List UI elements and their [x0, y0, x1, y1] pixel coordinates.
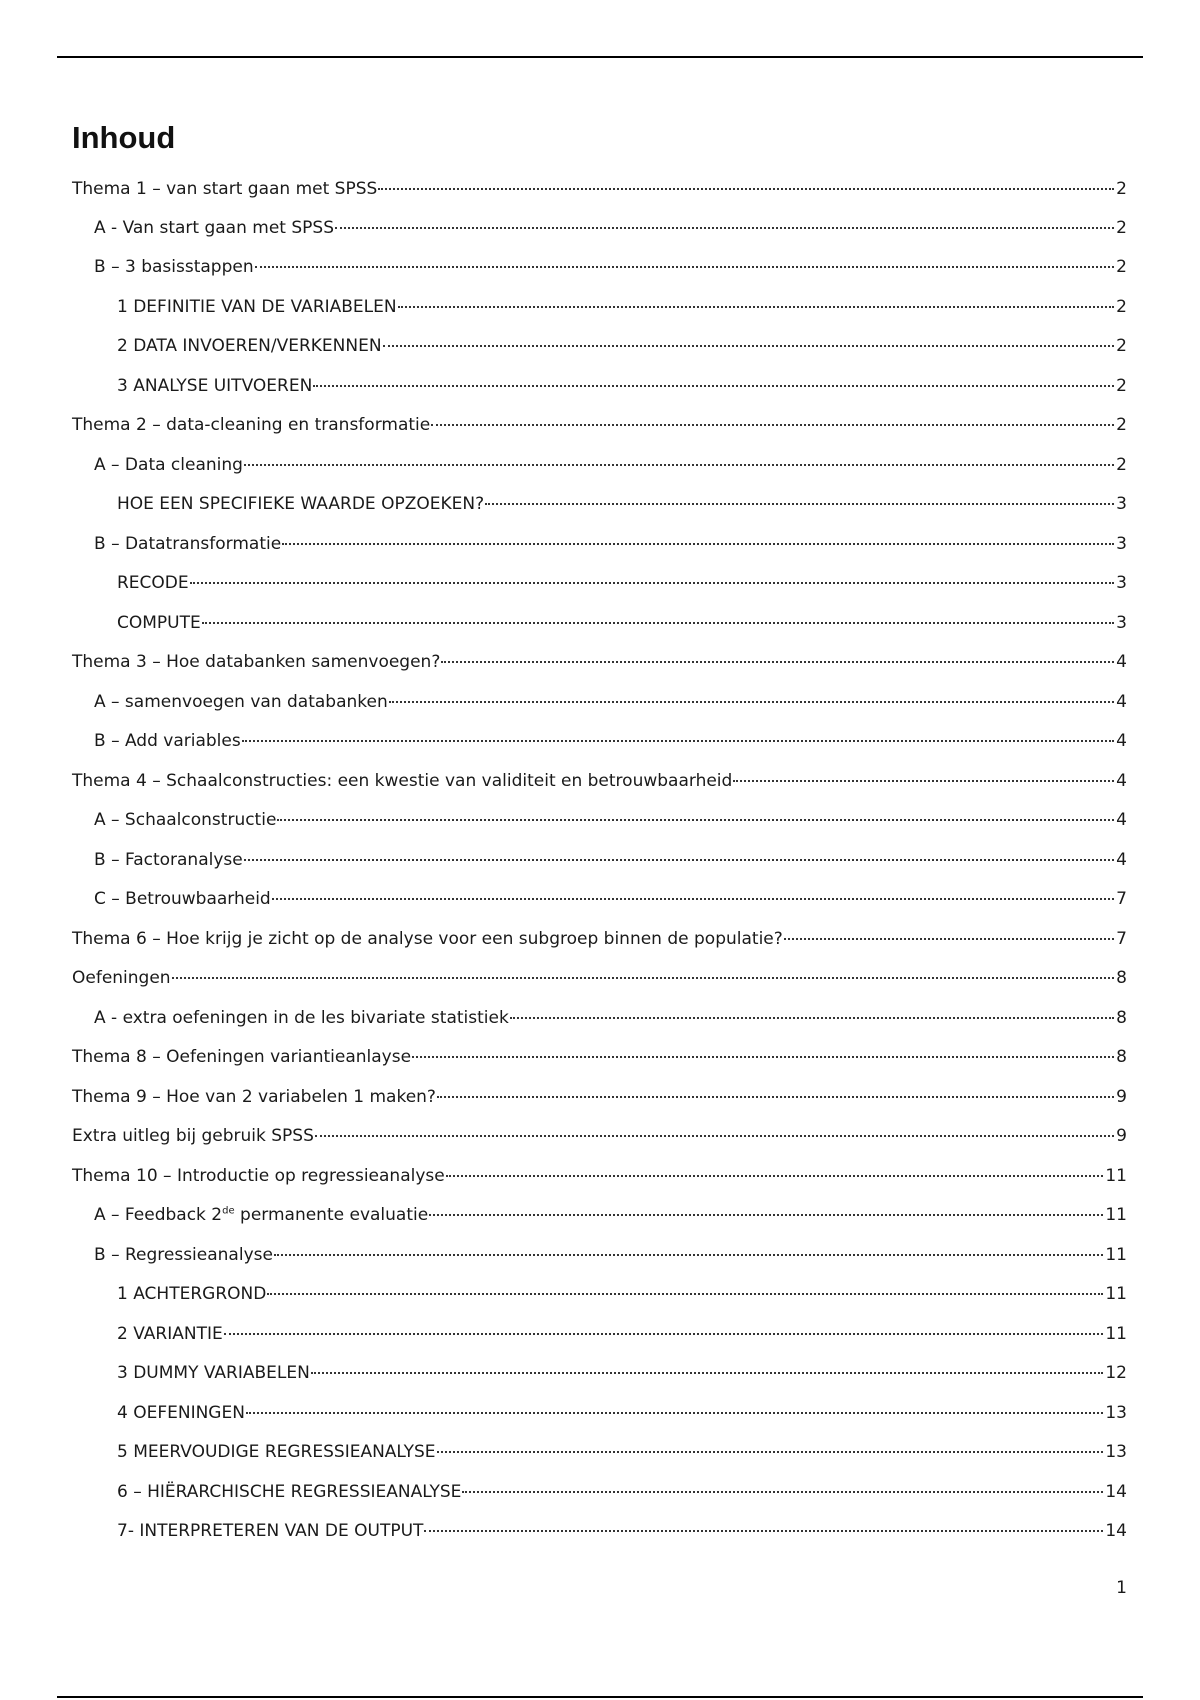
- toc-entry[interactable]: [117, 1478, 1127, 1506]
- toc-entry-page: 4: [1116, 771, 1127, 791]
- toc-entry-page: 3: [1116, 613, 1127, 633]
- dot-leader: [437, 1451, 1104, 1453]
- toc-entry[interactable]: [94, 727, 1127, 755]
- toc-entry[interactable]: [72, 648, 1127, 676]
- toc-entry-title: Thema 9 – Hoe van 2 variabelen 1 maken?: [72, 1087, 436, 1107]
- dot-leader: [242, 740, 1114, 742]
- dot-leader: [313, 385, 1114, 387]
- toc-entry-page: 9: [1116, 1087, 1127, 1107]
- toc-entry[interactable]: [117, 1517, 1127, 1545]
- toc-entry-title: A – Data cleaning: [94, 455, 243, 475]
- toc-entry-title: Oefeningen: [72, 968, 171, 988]
- dot-leader: [510, 1017, 1114, 1019]
- toc-entry-title: Thema 1 – van start gaan met SPSS: [72, 179, 378, 199]
- dot-leader: [172, 977, 1115, 979]
- toc-entry[interactable]: [117, 1399, 1127, 1427]
- superscript-de: de: [222, 1205, 235, 1217]
- toc-entry[interactable]: [94, 253, 1127, 281]
- toc-entry-page: 2: [1116, 257, 1127, 277]
- toc-entry-page: 3: [1116, 573, 1127, 593]
- toc-entry-page: 7: [1116, 889, 1127, 909]
- toc-entry-page: 12: [1105, 1363, 1127, 1383]
- dot-leader: [485, 503, 1114, 505]
- dot-leader: [733, 780, 1114, 782]
- toc-entry-page: 3: [1116, 534, 1127, 554]
- toc-entry-page: 8: [1116, 1047, 1127, 1067]
- feedback-title-start: A – Feedback 2: [94, 1205, 223, 1225]
- toc-entry-title: B – Add variables: [94, 731, 241, 751]
- dot-leader: [244, 859, 1114, 861]
- page-number: 1: [1116, 1578, 1127, 1598]
- toc-entry[interactable]: [117, 1359, 1127, 1387]
- toc-entry-page: 7: [1116, 929, 1127, 949]
- dot-leader: [277, 819, 1114, 821]
- toc-entry[interactable]: [117, 293, 1127, 321]
- toc-entry[interactable]: [117, 372, 1127, 400]
- toc-entry[interactable]: [117, 490, 1127, 518]
- toc-entry-title: HOE EEN SPECIFIEKE WAARDE OPZOEKEN?: [117, 494, 485, 514]
- toc-entry-page: 11: [1105, 1245, 1127, 1265]
- toc-entry-page: 2: [1116, 415, 1127, 435]
- toc-entry-page: 14: [1105, 1482, 1127, 1502]
- toc-entry-title: 5 MEERVOUDIGE REGRESSIEANALYSE: [117, 1442, 436, 1462]
- toc-entry-feedback[interactable]: [94, 1201, 1127, 1229]
- dot-leader: [429, 1214, 1103, 1216]
- toc-entry-page: 4: [1116, 810, 1127, 830]
- dot-leader: [244, 464, 1114, 466]
- toc-entry-title: A – Schaalconstructie: [94, 810, 277, 830]
- toc-entry-title: 4 OEFENINGEN: [117, 1403, 245, 1423]
- toc-entry-title: A - Van start gaan met SPSS: [94, 218, 334, 238]
- toc-entry-page: 4: [1116, 692, 1127, 712]
- dot-leader: [378, 188, 1114, 190]
- dot-leader: [441, 661, 1114, 663]
- dot-leader: [437, 1096, 1114, 1098]
- toc-entry-title: Thema 4 – Schaalconstructies: een kwestie van validiteit en betrouwbaarheid: [72, 771, 733, 791]
- toc-heading: Inhoud: [72, 120, 176, 155]
- toc-entry-page: 3: [1116, 494, 1127, 514]
- toc-entry-page: 11: [1105, 1284, 1127, 1304]
- toc-entry[interactable]: [72, 1083, 1127, 1111]
- toc-entry[interactable]: [117, 1438, 1127, 1466]
- dot-leader: [315, 1135, 1114, 1137]
- toc-entry-page: 2: [1116, 179, 1127, 199]
- dot-leader: [255, 266, 1115, 268]
- toc-entry-title: [94, 1201, 428, 1229]
- toc-entry-title: Thema 6 – Hoe krijg je zicht op de analyse voor een subgroep binnen de populatie?: [72, 929, 783, 949]
- toc-entry[interactable]: [94, 214, 1127, 242]
- toc-entry-title: 2 VARIANTIE: [117, 1324, 223, 1344]
- toc-entry-title: A - extra oefeningen in de les bivariate statistiek: [94, 1008, 509, 1028]
- toc-entry-title: Thema 3 – Hoe databanken samenvoegen?: [72, 652, 441, 672]
- toc-entry[interactable]: [72, 1122, 1127, 1150]
- toc-entry[interactable]: [72, 411, 1127, 439]
- toc-entry-title: 3 ANALYSE UITVOEREN: [117, 376, 313, 396]
- dot-leader: [272, 898, 1114, 900]
- toc-entry-title: 6 – HIËRARCHISCHE REGRESSIEANALYSE: [117, 1482, 462, 1502]
- toc-entry[interactable]: [94, 1241, 1127, 1269]
- toc-entry-title: Thema 10 – Introductie op regressieanalyse: [72, 1166, 445, 1186]
- toc-entry-page: 11: [1105, 1166, 1127, 1186]
- toc-entry-page: 8: [1116, 1008, 1127, 1028]
- toc-entry[interactable]: [117, 332, 1127, 360]
- feedback-title-end: permanente evaluatie: [234, 1205, 429, 1225]
- toc-entry-title: Extra uitleg bij gebruik SPSS: [72, 1126, 314, 1146]
- toc-entry[interactable]: [117, 609, 1127, 637]
- toc-entry-title: 3 DUMMY VARIABELEN: [117, 1363, 310, 1383]
- toc-entry-title: 2 DATA INVOEREN/VERKENNEN: [117, 336, 382, 356]
- toc-entry-page: 4: [1116, 731, 1127, 751]
- toc-entry[interactable]: [94, 846, 1127, 874]
- dot-leader: [274, 1254, 1103, 1256]
- dot-leader: [424, 1530, 1103, 1532]
- toc-entry[interactable]: [117, 1320, 1127, 1348]
- toc-entry[interactable]: [117, 1280, 1127, 1308]
- toc-entry[interactable]: [72, 964, 1127, 992]
- toc-entry-title: Thema 8 – Oefeningen variantieanlayse: [72, 1047, 412, 1067]
- toc-entry[interactable]: [94, 451, 1127, 479]
- toc-entry-page: 8: [1116, 968, 1127, 988]
- toc-entry-page: 13: [1105, 1403, 1127, 1423]
- toc-entry-title: C – Betrouwbaarheid: [94, 889, 271, 909]
- dot-leader: [246, 1412, 1103, 1414]
- toc-entry[interactable]: [72, 767, 1127, 795]
- toc-entry-page: 13: [1105, 1442, 1127, 1462]
- toc-entry[interactable]: [72, 1162, 1127, 1190]
- toc-entry[interactable]: [72, 175, 1127, 203]
- dot-leader: [224, 1333, 1104, 1335]
- toc-entry-page: 2: [1116, 455, 1127, 475]
- dot-leader: [335, 227, 1114, 229]
- toc-entry[interactable]: [94, 688, 1127, 716]
- dot-leader: [784, 938, 1114, 940]
- dot-leader: [267, 1293, 1103, 1295]
- toc-entry-page: 4: [1116, 850, 1127, 870]
- toc-entry-title: Thema 2 – data-cleaning en transformatie: [72, 415, 431, 435]
- toc-entry-title: B – 3 basisstappen: [94, 257, 254, 277]
- dot-leader: [412, 1056, 1114, 1058]
- dot-leader: [202, 622, 1114, 624]
- dot-leader: [462, 1491, 1103, 1493]
- dot-leader: [431, 424, 1114, 426]
- toc-entry-page: 9: [1116, 1126, 1127, 1146]
- toc-entry[interactable]: [94, 1004, 1127, 1032]
- toc-entry-title: 1 ACHTERGROND: [117, 1284, 267, 1304]
- toc-entry-page: 11: [1105, 1205, 1127, 1225]
- toc-entry-title: B – Datatransformatie: [94, 534, 282, 554]
- toc-entry[interactable]: [94, 806, 1127, 834]
- toc-entry[interactable]: [72, 925, 1127, 953]
- toc-entry-page: 4: [1116, 652, 1127, 672]
- toc-entry-page: 2: [1116, 376, 1127, 396]
- dot-leader: [190, 582, 1115, 584]
- toc-entry[interactable]: [94, 530, 1127, 558]
- toc-entry[interactable]: [117, 569, 1127, 597]
- toc-entry-title: B – Regressieanalyse: [94, 1245, 273, 1265]
- toc-entry-page: 14: [1105, 1521, 1127, 1541]
- dot-leader: [446, 1175, 1104, 1177]
- dot-leader: [282, 543, 1114, 545]
- toc-entry-page: 2: [1116, 336, 1127, 356]
- dot-leader: [383, 345, 1115, 347]
- toc-entry-page: 2: [1116, 297, 1127, 317]
- footer-rule: [57, 1696, 1143, 1698]
- toc-entry-title: B – Factoranalyse: [94, 850, 243, 870]
- toc-entry-title: A – samenvoegen van databanken: [94, 692, 388, 712]
- toc-entry-title: RECODE: [117, 573, 189, 593]
- dot-leader: [398, 306, 1115, 308]
- toc-entry-page: 11: [1105, 1324, 1127, 1344]
- toc-entry-page: 2: [1116, 218, 1127, 238]
- toc-entry-title: COMPUTE: [117, 613, 201, 633]
- toc-entry[interactable]: [72, 1043, 1127, 1071]
- dot-leader: [311, 1372, 1104, 1374]
- dot-leader: [389, 701, 1114, 703]
- toc-entry-title: 7- INTERPRETEREN VAN DE OUTPUT: [117, 1521, 424, 1541]
- toc-entry-title: 1 DEFINITIE VAN DE VARIABELEN: [117, 297, 397, 317]
- toc-entry[interactable]: [94, 885, 1127, 913]
